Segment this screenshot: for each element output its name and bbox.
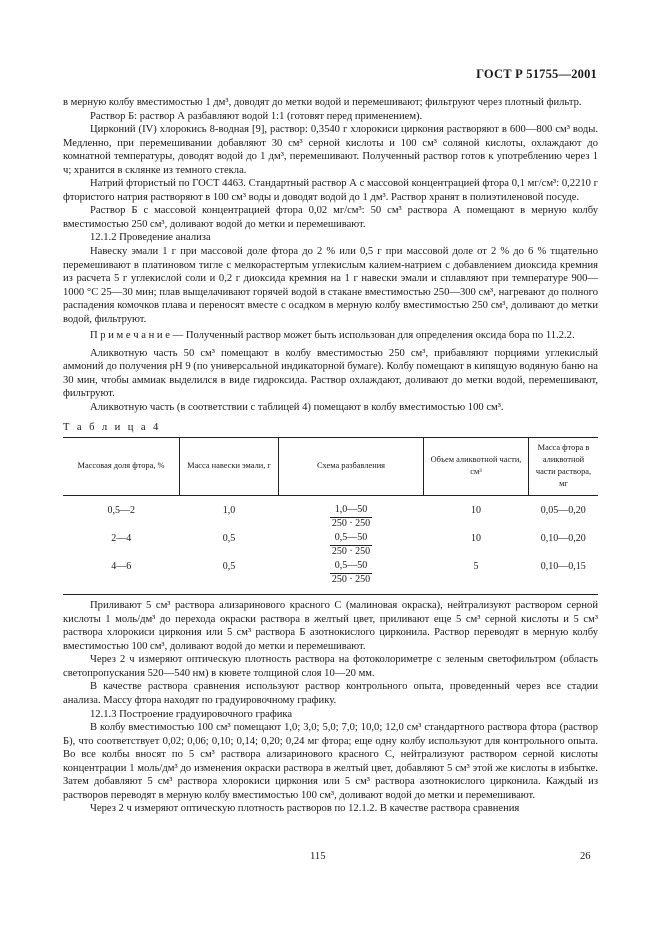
paragraph: Натрий фтористый по ГОСТ 4463. Стандартный раствор А с массовой концентрацией фтора 0,1 мг/см³: 0,2210 г фтористого натрия растворяют в 100 см³ воды и доводят водой до 1 дм³. Раствор хранят в полиэтиленовой посуде. xyxy=(63,178,598,203)
paragraph: Раствор Б с массовой концентрацией фтора 0,02 мг/см³: 50 см³ раствора А помещают в мерную колбу вместимостью 250 см³, доливают водой до метки и перемешивают. xyxy=(63,205,598,230)
paragraph: Через 2 ч измеряют оптическую плотность раствора на фотоколориметре с зеленым светофильтром (область светопропускания 520—540 нм) в кювете толщиной слоя 10—20 мм. xyxy=(63,654,598,679)
table-caption: Т а б л и ц а 4 xyxy=(63,421,161,433)
note-text: — Полученный раствор может быть использован для определения оксида бора по 11.2.2. xyxy=(169,330,575,342)
sheet-number: 26 xyxy=(580,851,591,862)
note-label: П р и м е ч а н и е xyxy=(90,330,170,342)
table-header-cell: Массовая доля фтора, % xyxy=(63,438,180,496)
table-header-cell: Масса фтора в аликвотной части раствора, мг xyxy=(529,438,599,496)
fraction-denominator: 250 · 250 xyxy=(331,545,371,557)
table-cell: 2—4 xyxy=(111,533,132,545)
table-cell: 0,05—0,20 xyxy=(540,505,586,517)
table-cell: 4—6 xyxy=(63,560,180,595)
table-row xyxy=(63,560,598,595)
fraction-denominator: 250 · 250 xyxy=(331,573,371,585)
section-heading: 12.1.3 Построение градуировочного графика xyxy=(90,708,293,720)
standard-header: ГОСТ Р 51755—2001 xyxy=(476,67,597,81)
table-row xyxy=(63,532,598,560)
table-row xyxy=(63,496,598,533)
paragraph: Аликвотную часть 50 см³ помещают в колбу вместимостью 250 см³, прибавляют порциями углекислый аммоний до получения рН 9 (по универсальной индикаторной бумаге). Колбу помещают в кипящую водяную баню на 30 мин, чтобы аммиак выделился в виде гидроксида. Раствор охлаждают, доливают до метки водой, перемешивают, фильтруют. xyxy=(63,347,598,400)
table-cell xyxy=(279,560,424,595)
paragraph: Приливают 5 см³ раствора ализаринового красного С (малиновая окраска), нейтрализуют раствором серной кислоты 1 моль/дм³ до перехода окраски раствора в желтый цвет, приливают еще 5 см³ серной кислоты и 5 см³ раствора хлорокиси циркония или 5 см³ раствора Б азотнокислого цирконила. Раствор переводят в мерную колбу вместимостью 100 см³, доливают водой до метки и перемешивают. xyxy=(63,600,598,652)
table-cell: 10 xyxy=(471,505,481,517)
table-cell: 0,5 xyxy=(180,560,279,595)
table-cell xyxy=(279,532,424,560)
table-cell: 0,5—2 xyxy=(107,505,135,517)
table-cell: 10 xyxy=(471,533,481,545)
table-cell: 0,10—0,15 xyxy=(529,560,599,595)
fraction-numerator: 1,0—50 xyxy=(330,504,373,518)
page-number: 115 xyxy=(310,851,326,862)
section-heading: 12.1.2 Проведение анализа xyxy=(90,232,211,244)
table-cell: 1,0 xyxy=(222,505,236,517)
paragraph: Навеску эмали 1 г при массовой доле фтора до 2 % или 0,5 г при массовой доле от 2 % до 6 % тщательно перемешивают в платиновом тигле с мелкорастертым углекислым калием-натрием с добавлением диоксида кремния из расчета 5 г углекислой соли и 0,2 г диоксида кремния на 1 г навески эмали и сплавляют при температуре 900—1000 °С 25—30 мин; плав выщелачивают горячей водой в стакане вместимостью 250—300 см³, нагревают до полного распадения комочков плава и переносят вместе с осадком в мерную колбу вместимостью 250 см³, доливают до метки водой, фильтруют. xyxy=(63,246,598,325)
paragraph: В качестве раствора сравнения используют раствор контрольного опыта, проведенный через все стадии анализа. Массу фтора находят по градуировочному графику. xyxy=(63,681,598,706)
dilution-fraction xyxy=(330,532,373,558)
paragraph: Цирконий (IV) хлорокись 8-водная [9], раствор: 0,3540 г хлорокиси циркония растворяют в 600—800 см³ воды. Медленно, при перемешивании добавляют 30 см³ серной кислоты и 100 см³ соляной кислоты, охлаждают до комнатной температуры, доводят водой до 1 дм³, перемешивают. Полученный раствор готов к употреблению через 1 ч; хранится в склянке из темного стекла. xyxy=(63,124,598,176)
table-4 xyxy=(63,437,598,595)
note xyxy=(63,329,598,343)
table-cell: 0,10—0,20 xyxy=(540,533,586,545)
table-header-cell: Объем аликвотной части, см³ xyxy=(424,438,529,496)
paragraph: В колбу вместимостью 100 см³ помещают 1,0; 3,0; 5,0; 7,0; 10,0; 12,0 см³ стандартного раствора фтора (раствор Б), что соответствует 0,02; 0,06; 0,10; 0,14; 0,20; 0,24 мг фтора; еще одну колбу используют для контрольного опыта. Во все колбы вносят по 5 см³ раствора ализаринового красного С, нейтрализуют раствором серной кислоты концентрации 1 моль/дм³ до изменения окраски раствора в желтый цвет, добавляют 5 см³ этой же кислоты в избытке. Затем добавляют 5 см³ раствора хлорокиси циркония или 5 см³ раствора азотнокислого цирконила. Каждый из растворов переводят в мерную колбу вместимостью 100 см³, доливают водой до метки и перемешивают. xyxy=(63,722,598,801)
dilution-fraction xyxy=(330,560,373,586)
paragraph: в мерную колбу вместимостью 1 дм³, доводят до метки водой и перемешивают; фильтруют через плотный фильтр. xyxy=(63,97,582,108)
paragraph: Через 2 ч измеряют оптическую плотность растворов по 12.1.2. В качестве раствора сравнения xyxy=(90,803,520,815)
table-cell xyxy=(279,496,424,533)
dilution-fraction xyxy=(330,504,373,530)
table-header-cell: Схема разбавления xyxy=(279,438,424,496)
fraction-numerator: 0,5—50 xyxy=(330,560,373,574)
fraction-numerator: 0,5—50 xyxy=(330,532,373,546)
table-header-cell: Масса навески эмали, г xyxy=(180,438,279,496)
table-cell: 0,5 xyxy=(222,533,236,545)
fraction-denominator: 250 · 250 xyxy=(331,517,371,529)
table-cell: 5 xyxy=(424,560,529,595)
paragraph: Раствор Б: раствор А разбавляют водой 1:1 (готовят перед применением). xyxy=(90,110,423,122)
document-body xyxy=(63,96,598,816)
paragraph: Аликвотную часть (в соответствии с таблицей 4) помещают в колбу вместимостью 100 см³. xyxy=(90,402,504,414)
table-header-row xyxy=(63,438,598,496)
